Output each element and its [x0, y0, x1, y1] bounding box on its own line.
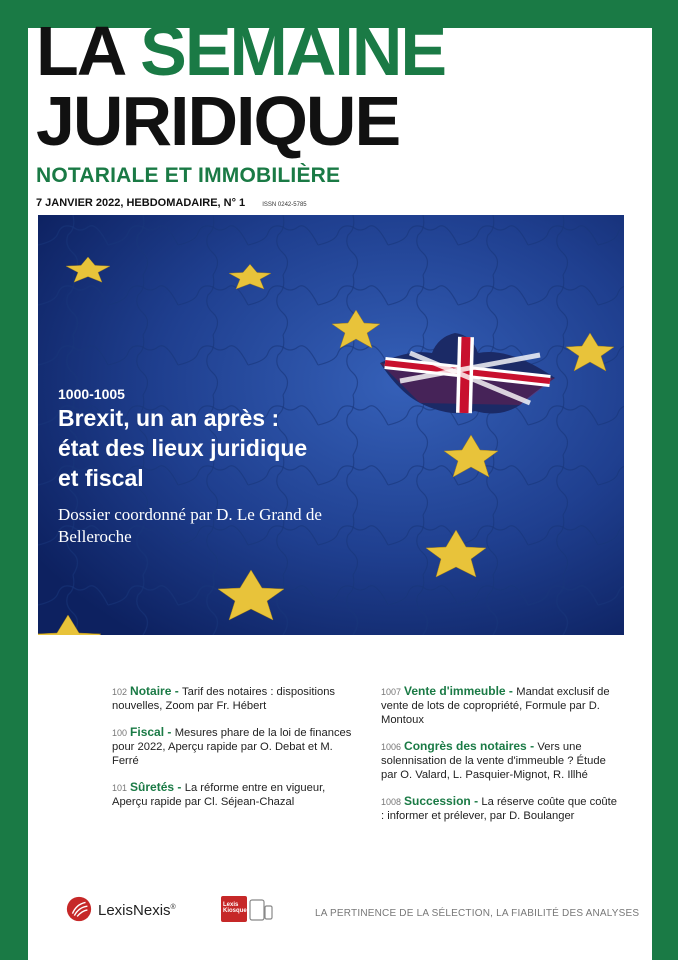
- dossier-number: 1000-1005: [58, 386, 125, 402]
- toc-item[interactable]: 1008 Succession - La réserve coûte que coûte : informer et prélever, par D. Boulanger: [381, 794, 617, 822]
- masthead-la: LA: [36, 12, 123, 90]
- toc-item-category: Notaire: [130, 684, 172, 698]
- toc-item-text: La réserve coûte que coûte : informer et prélever, par D. Boulanger: [381, 796, 617, 822]
- dateline-text: 7 JANVIER 2022, HEBDOMADAIRE, N° 1: [36, 197, 246, 209]
- toc-item[interactable]: 1007 Vente d'immeuble - Mandat exclusif de vente de lots de copropriété, Formule par D. Montoux: [381, 684, 610, 726]
- toc-item[interactable]: 101 Sûretés - La réforme entre en vigueur, Aperçu rapide par Cl. Séjean-Chazal: [112, 780, 326, 808]
- dossier-title: [58, 404, 398, 494]
- kiosque-label: Lexis Kiosque: [223, 902, 247, 914]
- toc-item-text: Vers une solennisation de la vente d'immeuble ? Étude par O. Valard, L. Pasquier-Mignot, R. Illhé: [381, 741, 606, 781]
- toc-item[interactable]: 1006 Congrès des notaires - Vers une solennisation de la vente d'immeuble ? Étude par O. Valard, L. Pasquier-Mignot, R. Illhé: [381, 739, 606, 781]
- publisher-name: LexisNexis®: [98, 902, 176, 919]
- toc-item-number: 101: [112, 783, 128, 793]
- toc-item-number: 1006: [381, 742, 402, 752]
- toc-item-category: Congrès des notaires: [404, 739, 527, 753]
- toc-item-text: Tarif des notaires : dispositions nouvelles, Zoom par Fr. Hébert: [112, 686, 336, 712]
- dossier-coordinator: [58, 504, 398, 548]
- tablet-icon: [249, 898, 273, 922]
- dossier-title-line: et fiscal: [58, 464, 144, 491]
- toc-item-number: 102: [112, 687, 128, 697]
- masthead-subtitle: NOTARIALE ET IMMOBILIÈRE: [36, 164, 341, 187]
- masthead-semaine: SEMAINE: [140, 12, 446, 90]
- toc-item-number: 1008: [381, 797, 402, 807]
- toc-item-text: Mesures phare de la loi de finances pour 2022, Aperçu rapide par O. Debat et M. Ferré: [112, 727, 352, 767]
- issn-text: ISSN 0242-5785: [262, 202, 307, 208]
- toc-item-number: 1007: [381, 687, 402, 697]
- dossier-title-line: état des lieux juridique: [58, 434, 308, 461]
- phone-icon: [265, 906, 272, 919]
- dossier-title-line: Brexit, un an après :: [58, 405, 280, 431]
- dossier-coordinator-line: Belleroche: [58, 527, 132, 547]
- dossier-coordinator-line: Dossier coordonné par D. Le Grand de: [58, 505, 322, 524]
- issue-dateline: [36, 197, 307, 209]
- toc-item-text: La réforme entre en vigueur, Aperçu rapide par Cl. Séjean-Chazal: [112, 782, 326, 808]
- toc-item-category: Fiscal: [130, 725, 165, 739]
- masthead-title-line1: [36, 12, 446, 90]
- toc-item-text: Mandat exclusif de vente de lots de copropriété, Formule par D. Montoux: [381, 686, 610, 726]
- toc-item-number: 100: [112, 728, 128, 738]
- tagline: LA PERTINENCE DE LA SÉLECTION, LA FIABILITÉ DES ANALYSES: [315, 908, 640, 919]
- toc-item[interactable]: 102 Notaire - Tarif des notaires : dispositions nouvelles, Zoom par Fr. Hébert: [112, 684, 336, 712]
- toc-item-category: Sûretés: [130, 780, 175, 794]
- masthead-juridique: JURIDIQUE: [36, 82, 400, 160]
- toc-right-column: [381, 684, 621, 835]
- toc-item-category: Vente d'immeuble: [404, 684, 506, 698]
- toc-item[interactable]: 100 Fiscal - Mesures phare de la loi de finances pour 2022, Aperçu rapide par O. Debat et M. Ferré: [112, 725, 352, 767]
- lexisnexis-logo-icon: [64, 895, 94, 923]
- toc-item-category: Succession: [404, 794, 471, 808]
- kiosque-icon: [221, 896, 247, 922]
- toc-left-column: [112, 684, 352, 821]
